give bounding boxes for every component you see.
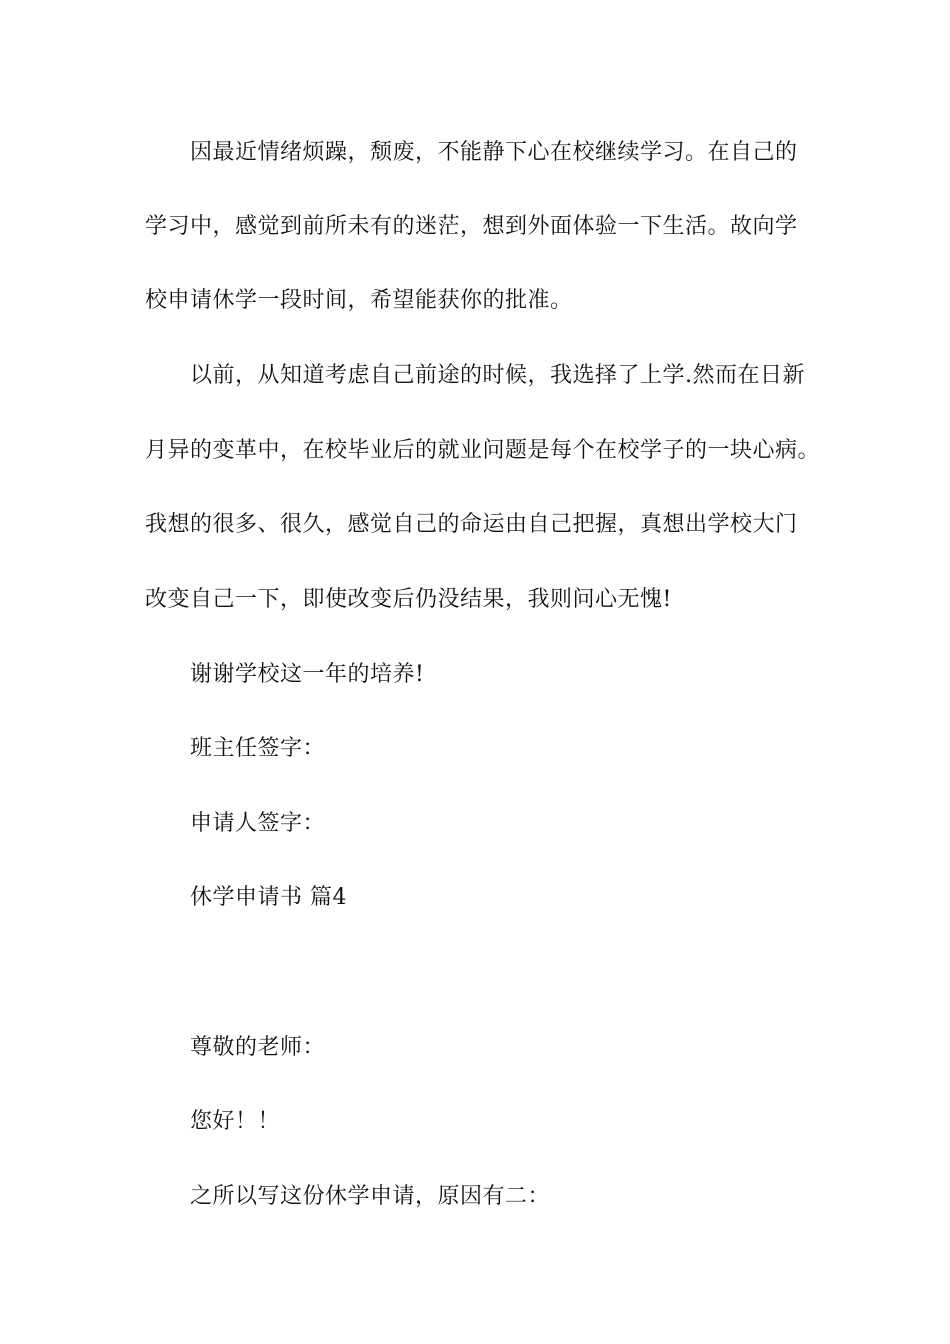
- teacher-signature-label: 班主任签字：: [190, 736, 326, 761]
- paragraph-2-line-4: 改变自己一下，即使改变后仍没结果，我则问心无愧!: [145, 587, 672, 612]
- salutation: 尊敬的老师：: [190, 1035, 326, 1060]
- thanks-line: 谢谢学校这一年的培养!: [190, 662, 425, 687]
- paragraph-2-line-2: 月异的变革中，在校毕业后的就业问题是每个在校学子的一块心病。: [145, 438, 821, 463]
- paragraph-2-line-3: 我想的很多、很久，感觉自己的命运由自己把握，真想出学校大门: [145, 512, 798, 537]
- paragraph-1-line-2: 学习中，感觉到前所未有的迷茫，想到外面体验一下生活。故向学: [145, 214, 798, 239]
- applicant-signature-label: 申请人签字：: [190, 811, 326, 836]
- paragraph-2-line-1: 以前，从知道考虑自己前途的时候，我选择了上学.然而在日新: [190, 363, 805, 388]
- section-heading: 休学申请书 篇4: [190, 885, 347, 910]
- paragraph-1-line-1: 因最近情绪烦躁，颓废，不能静下心在校继续学习。在自己的: [190, 140, 798, 165]
- intro-line: 之所以写这份休学申请，原因有二：: [190, 1184, 551, 1209]
- greeting: 您好！！: [190, 1109, 281, 1134]
- paragraph-1-line-3: 校申请休学一段时间，希望能获你的批准。: [145, 288, 573, 313]
